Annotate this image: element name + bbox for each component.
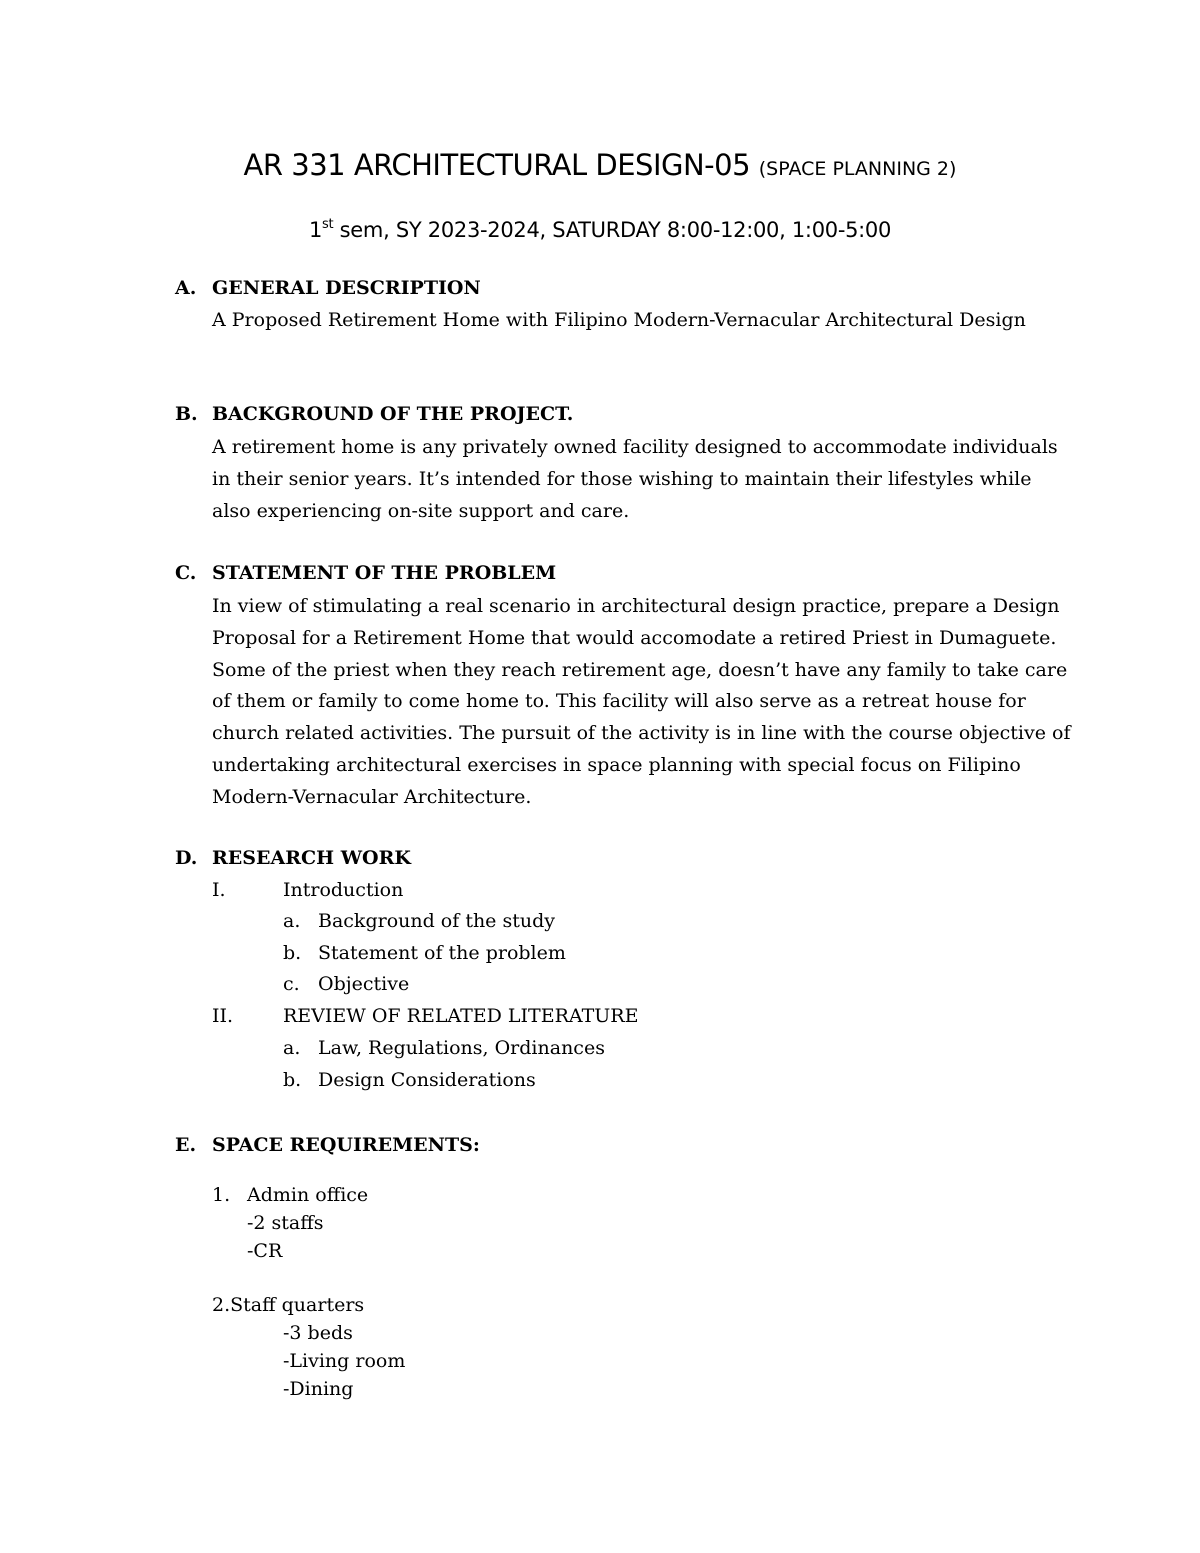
section-letter: C. <box>175 562 197 584</box>
requirement-detail: -2 staffs <box>247 1212 324 1234</box>
outline-item: REVIEW OF RELATED LITERATURE <box>283 1005 639 1027</box>
outline-sub-letter: a. <box>283 1037 301 1059</box>
title-main: AR 331 ARCHITECTURAL DESIGN-05 <box>243 148 751 182</box>
outline-sub-item: Objective <box>318 973 410 995</box>
requirement-detail: -3 beds <box>283 1322 353 1344</box>
requirement-detail: -Living room <box>283 1350 406 1372</box>
schedule-post: sem, SY 2023-2024, SATURDAY 8:00-12:00, 1:00-5:00 <box>333 218 892 242</box>
outline-number: I. <box>212 879 226 901</box>
section-text: In view of stimulating a real scenario in architectural design practice, prepare a Design Proposal for a Retirement Home that would accomodate a retired Priest in Dumaguete. Some of the priest when they reach retirement age, doesn’t have any family to take care of them or family to come home to. This facility will also serve as a retreat house for church related activities. The pursuit of the activity is in line with the course objective of undertaking architectural exercises in space planning with special focus on Filipino Modern-Vernacular Architecture. <box>212 595 1071 808</box>
section-heading: STATEMENT OF THE PROBLEM <box>212 562 557 584</box>
page-title <box>0 148 1200 182</box>
outline-sub-item: Statement of the problem <box>318 942 566 964</box>
outline-sub-item: Background of the study <box>318 910 555 932</box>
outline-number: II. <box>212 1005 234 1027</box>
section-heading: BACKGROUND OF THE PROJECT. <box>212 403 574 425</box>
outline-sub-letter: a. <box>283 910 301 932</box>
outline-sub-letter: b. <box>283 1069 302 1091</box>
section-letter: B. <box>175 403 198 425</box>
schedule-line <box>0 218 1200 242</box>
requirement-item: 2.Staff quarters <box>212 1294 365 1316</box>
outline-sub-item: Law, Regulations, Ordinances <box>318 1037 605 1059</box>
section-heading: SPACE REQUIREMENTS: <box>212 1134 480 1156</box>
section-letter: E. <box>175 1134 197 1156</box>
title-sub: (SPACE PLANNING 2) <box>758 158 957 180</box>
requirement-detail: -Dining <box>283 1378 354 1400</box>
requirement-number: 1. <box>212 1184 231 1206</box>
requirement-item: Admin office <box>247 1184 369 1206</box>
outline-sub-letter: c. <box>283 973 300 995</box>
section-text: A Proposed Retirement Home with Filipino Modern-Vernacular Architectural Design <box>212 309 1026 331</box>
section-letter: A. <box>175 277 197 299</box>
outline-item: Introduction <box>283 879 404 901</box>
section-letter: D. <box>175 847 198 869</box>
section-text: A retirement home is any privately owned facility designed to accommodate individuals in their senior years. It’s intended for those wishing to maintain their lifestyles while also experiencing on-site support and care. <box>212 436 1058 522</box>
outline-sub-letter: b. <box>283 942 302 964</box>
requirement-detail: -CR <box>247 1240 283 1262</box>
section-heading: RESEARCH WORK <box>212 847 411 869</box>
outline-sub-item: Design Considerations <box>318 1069 536 1091</box>
section-heading: GENERAL DESCRIPTION <box>212 277 481 299</box>
schedule-sup: st <box>322 217 334 232</box>
schedule-pre: 1 <box>308 218 322 242</box>
